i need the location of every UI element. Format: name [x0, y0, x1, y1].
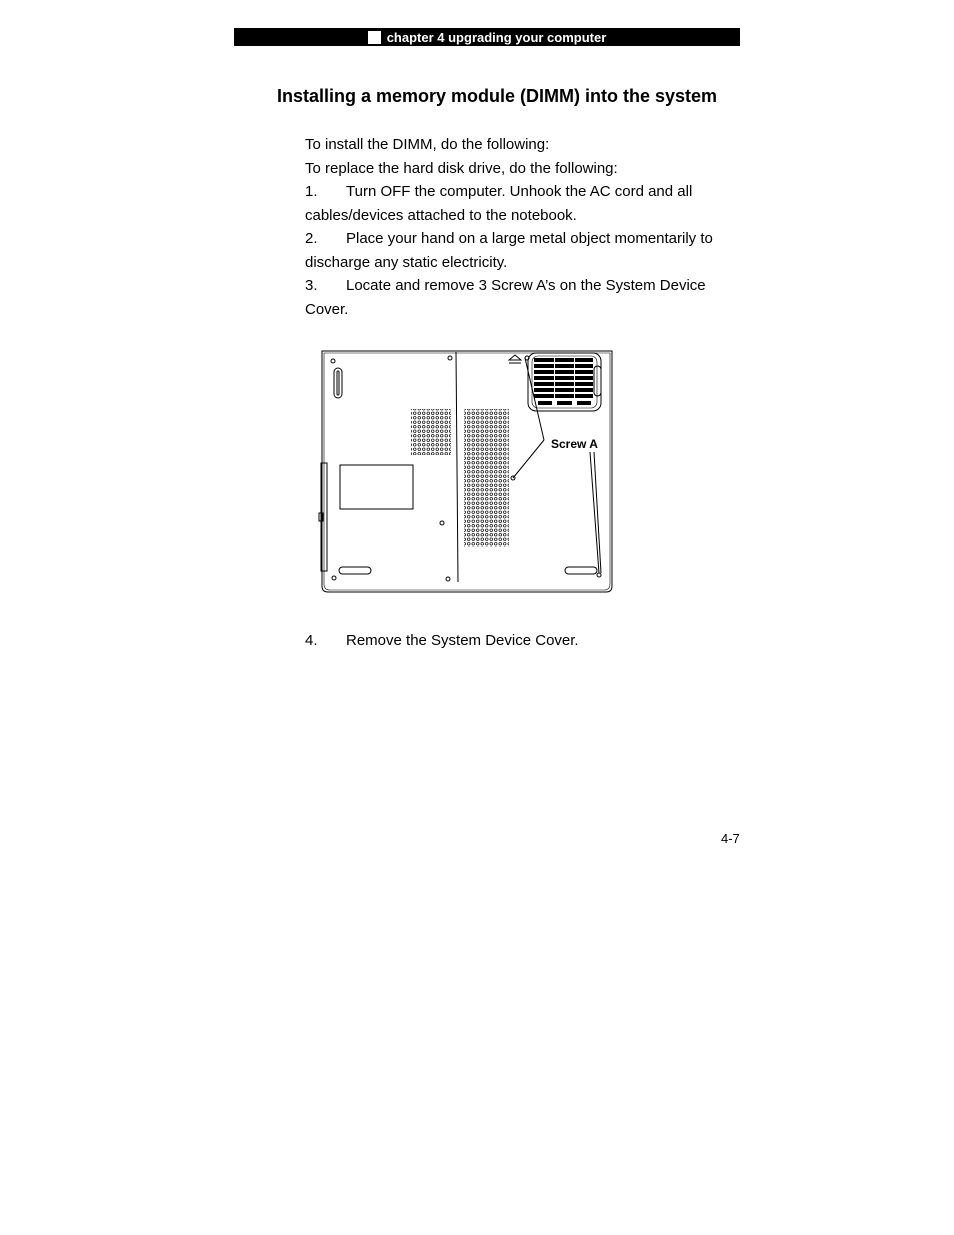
- step-2: [305, 227, 740, 251]
- step-text: Locate and remove 3 Screw A’s on the System Device: [346, 277, 706, 294]
- notebook-underside-illustration: [318, 348, 620, 598]
- section-title: Installing a memory module (DIMM) into the system: [277, 86, 718, 106]
- chapter-title: chapter 4 upgrading your computer: [386, 29, 607, 45]
- intro-line: To install the DIMM, do the following:: [305, 136, 550, 153]
- notebook-bottom-diagram: [318, 348, 620, 603]
- step-text: Turn OFF the computer. Unhook the AC cord and all: [346, 183, 693, 200]
- chapter-marker-icon: [368, 31, 381, 44]
- step-4: [305, 629, 579, 653]
- step-number: 1.: [305, 183, 318, 200]
- page-number: 4-7: [721, 831, 740, 846]
- step-number: 4.: [305, 632, 318, 649]
- step-number: 3.: [305, 277, 318, 294]
- screw-a-label: Screw A: [551, 437, 598, 451]
- step-text: Place your hand on a large metal object momentarily to: [346, 230, 713, 247]
- step-3: [305, 274, 740, 298]
- intro-line: To replace the hard disk drive, do the following:: [305, 159, 618, 177]
- step-1: [305, 180, 740, 204]
- step-1-continuation: cables/devices attached to the notebook.: [305, 206, 577, 224]
- step-text: Remove the System Device Cover.: [346, 632, 579, 649]
- step-2-continuation: discharge any static electricity.: [305, 253, 508, 271]
- chapter-header-bar: [234, 28, 740, 46]
- instructions: [305, 133, 740, 321]
- step-3-continuation: Cover.: [305, 300, 349, 318]
- step-number: 2.: [305, 230, 318, 247]
